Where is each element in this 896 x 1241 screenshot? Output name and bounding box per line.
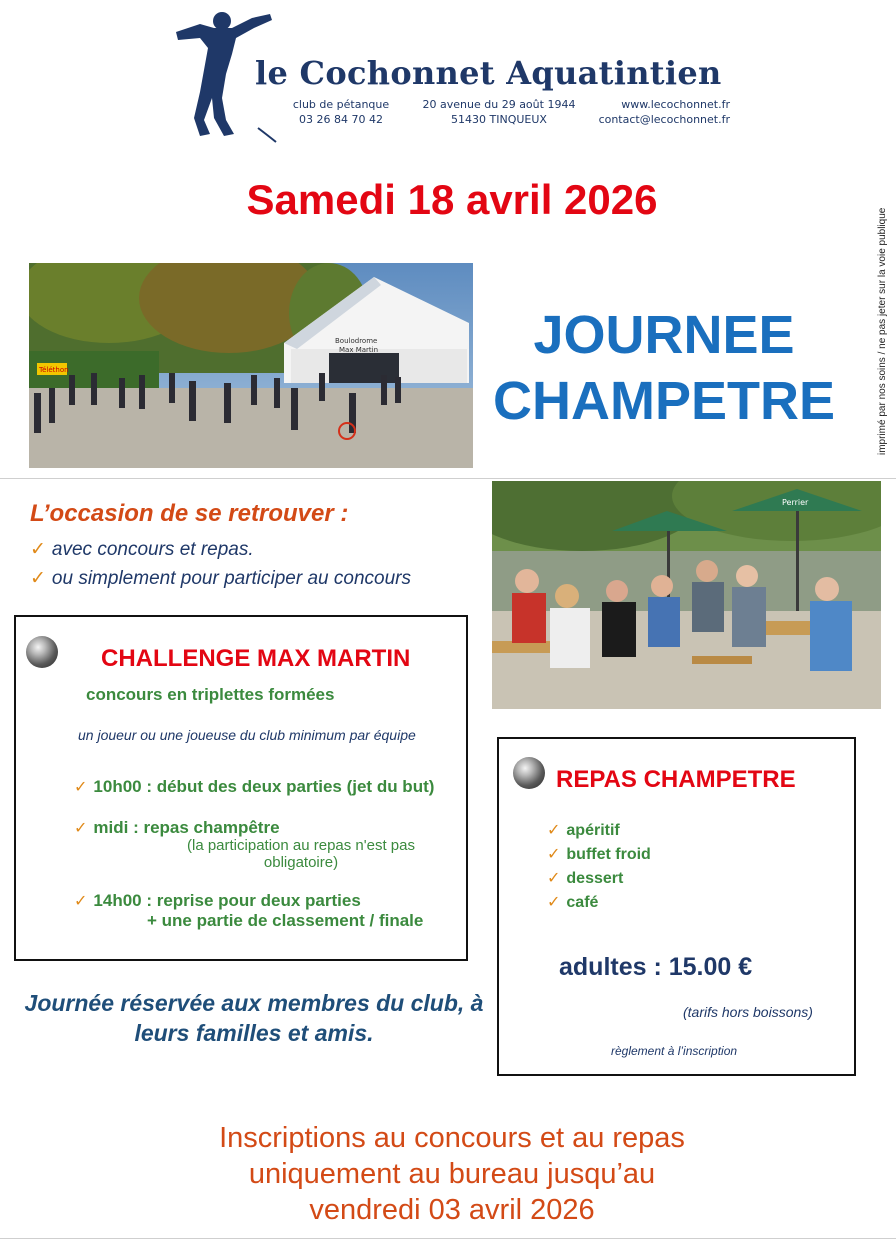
- checkmark-icon: ✓: [547, 822, 561, 839]
- bottom-divider: [0, 1238, 896, 1239]
- event-date: Samedi 18 avril 2026: [246, 176, 658, 223]
- print-notice: imprimé par nos soins / ne pas jeter sur la voie publique: [877, 207, 888, 455]
- challenge-box: [14, 615, 468, 961]
- checkmark-icon: ✓: [74, 779, 88, 796]
- challenge-subtitle: concours en triplettes formées: [86, 685, 335, 704]
- registration-line3: vendredi 03 avril 2026: [309, 1194, 595, 1226]
- petanque-ball-icon: [513, 757, 545, 789]
- telethon-banner: Téléthon: [39, 366, 69, 374]
- club-address: [414, 97, 584, 127]
- intro-heading: L’occasion de se retrouver :: [30, 500, 349, 527]
- club-phone: 03 26 84 70 42: [299, 113, 383, 126]
- address-line1: 20 avenue du 29 août 1944: [422, 98, 576, 111]
- boulodrome-sign-2: Max Martin: [339, 346, 379, 354]
- checkmark-icon: ✓: [547, 846, 561, 863]
- repas-box: [497, 737, 856, 1076]
- address-line2: 51430 TINQUEUX: [451, 113, 547, 126]
- registration-note: [0, 1120, 896, 1228]
- schedule-item-1: ✓ 10h00 : début des deux parties (jet du but): [74, 777, 435, 796]
- title-line1: JOURNEE: [533, 305, 795, 365]
- checkmark-icon: ✓: [74, 820, 88, 837]
- menu-list: [547, 819, 651, 915]
- checkmark-icon: ✓: [547, 894, 561, 911]
- divider: [0, 478, 896, 479]
- club-web: [590, 97, 730, 127]
- email-link[interactable]: contact@lecochonnet.fr: [598, 113, 730, 126]
- payment-note: règlement à l’inscription: [611, 1044, 738, 1058]
- menu-item: ✓ dessert: [547, 870, 624, 887]
- checkmark-icon: ✓: [74, 893, 88, 910]
- petanque-ball-icon: [26, 636, 58, 668]
- event-title: [478, 302, 850, 434]
- website-link[interactable]: www.lecochonnet.fr: [621, 98, 730, 111]
- intro-item-2: ✓ ou simplement pour participer au concours: [30, 568, 411, 589]
- menu-item: ✓ café: [547, 894, 599, 911]
- challenge-note: un joueur ou une joueuse du club minimum par équipe: [78, 727, 416, 743]
- schedule-item-3: ✓ 14h00 : reprise pour deux parties: [74, 891, 361, 910]
- checkmark-icon: ✓: [30, 539, 46, 560]
- tarif-note: (tarifs hors boissons): [683, 1004, 813, 1020]
- schedule-item-2: ✓ midi : repas champêtre: [74, 818, 280, 837]
- registration-line2: uniquement au bureau jusqu’au: [248, 1158, 656, 1190]
- club-name: le Cochonnet Aquatintien: [255, 54, 722, 92]
- club-contact-1: [282, 97, 400, 127]
- menu-item: ✓ buffet froid: [547, 846, 651, 863]
- boulodrome-sign: Boulodrome: [335, 337, 378, 345]
- title-line2: CHAMPETRE: [492, 371, 835, 431]
- repas-title: REPAS CHAMPETRE: [556, 766, 796, 793]
- checkmark-icon: ✓: [30, 568, 46, 589]
- schedule-item-2-sub: (la participation au repas n'est pas obligatoire): [187, 837, 415, 871]
- registration-line1: Inscriptions au concours et au repas: [219, 1122, 685, 1154]
- menu-item: ✓ apéritif: [547, 822, 620, 839]
- club-type: club de pétanque: [292, 98, 390, 111]
- umbrella-brand: Perrier: [782, 498, 809, 507]
- intro-item-1: ✓ avec concours et repas.: [30, 539, 254, 560]
- checkmark-icon: ✓: [547, 870, 561, 887]
- boulodrome-photo: [29, 263, 473, 468]
- repas-price: adultes : 15.00 €: [559, 953, 753, 981]
- members-note: Journée réservée aux membres du club, à leurs familles et amis.: [24, 990, 484, 1046]
- schedule-item-3-sub: + une partie de classement / finale: [147, 911, 424, 930]
- challenge-title: CHALLENGE MAX MARTIN: [101, 645, 411, 672]
- picnic-photo: [492, 481, 881, 709]
